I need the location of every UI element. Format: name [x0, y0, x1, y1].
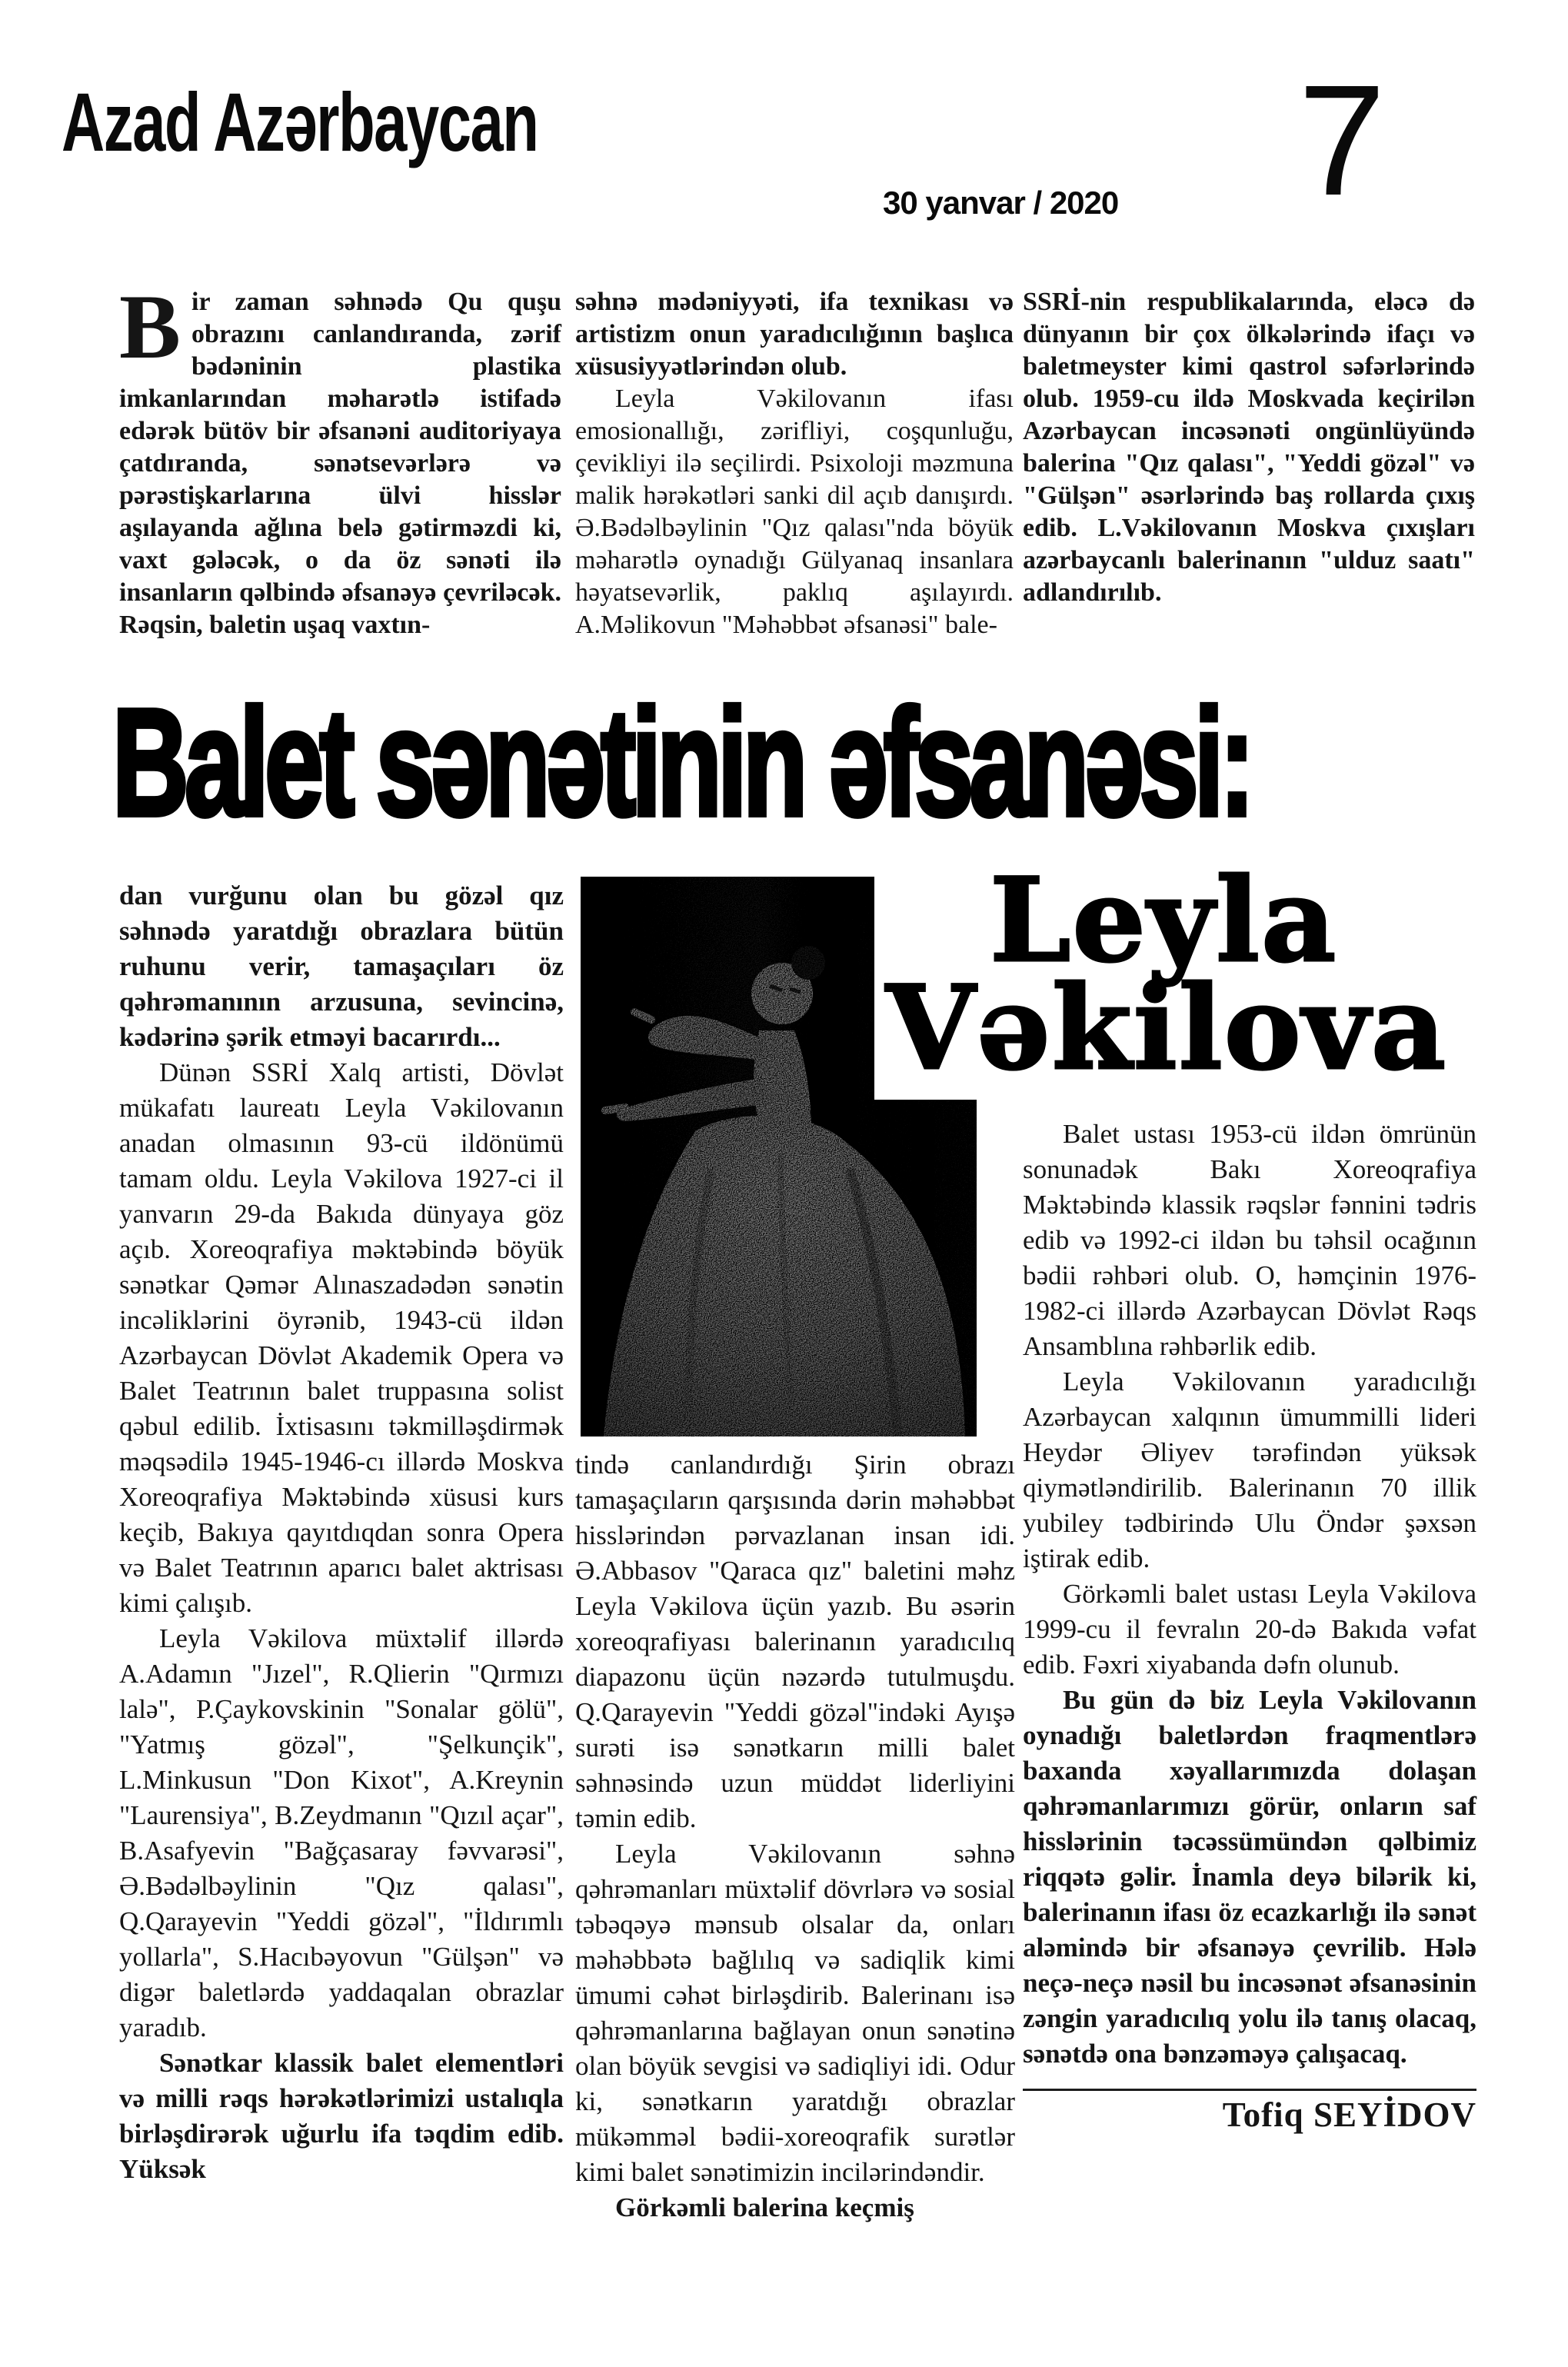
intro-column-2 [575, 286, 1014, 641]
author-signature: Tofiq SEYİDOV [1222, 2096, 1476, 2134]
left-bold-lead: dan vurğunu olan bu gözəl qız səhnədə yaratdığı obrazlara bütün ruhunu verir, tamaşaçıları öz qəhrəmanının arzusuna, sevincinə, kədərinə şərik etməyi bacarırdı... [119, 881, 564, 1052]
right-bold-para: Bu gün də biz Leyla Vəkilovanın oynadığı baletlərdən fraqmentlərə baxanda xəyallarımızda dolaşan qəhrəmanlarımızı görür, onların saf hisslərinin təcəssümündən qəlbimiz riqqətə gəlir. İnamla deyə bilərik ki, balerinanın ifası öz ecazkarlığı ilə sənət aləmində bir əfsanəyə çevrilib. Hələ neçə-neçə nəsil bu incəsənət əfsanəsinin zəngin yaradıcılıq yolu ilə tanış olacaq, sənətdə ona bənzəməyə çalışacaq. [1023, 1685, 1476, 2069]
middle-bold-tail: Görkəmli balerina keçmiş [615, 2192, 914, 2222]
left-bold-tail: Sənətkar klassik balet elementləri və milli rəqs hərəkətlərimizi ustalıqla birləşdirərək uğurlu ifa təqdim edib. Yüksək [119, 2048, 564, 2184]
subject-title-line2: Vəkilova [886, 960, 1448, 1096]
right-para-1: Balet ustası 1953-cü ildən ömrünün sonunadək Bakı Xoreoqrafiya Məktəbində klassik rəqslər fənnini tədris edib və 1992-ci ildən bu təhsil ocağının bədii rəhbəri olub. O, həmçinin 1976-1982-ci illərdə Azərbaycan Dövlət Rəqs Ansamblına rəhbərlik edib. [1023, 1119, 1476, 1361]
middle-column [575, 1447, 1015, 2226]
intro-col3-text: SSRİ-nin respublikalarında, eləcə də dünyanın bir çox ölkələrində ifaçı və baletmeyster kimi qastrol səfərlərində olub. 1959-cu ildə Moskvada keçirilən Azərbaycan incəsənəti ongünlüyündə balerina "Qız qalası", "Yeddi gözəl" və "Gülşən" əsərlərində baş rollarda çıxış edib. L.Vəkilovanın Moskva çıxışları azərbaycanlı balerinanın "ulduz saatı" adlandırılıb. [1023, 288, 1475, 607]
left-para-1: Dünən SSRİ Xalq artisti, Dövlət mükafatı laureatı Leyla Vəkilovanın anadan olmasının 93-cü ildönümü tamam oldu. Leyla Vəkilova 1927-ci il yanvarın 29-da Bakıda dünyaya göz açıb. Xoreoqrafiya məktəbində böyük sənətkar Qəmər Alınaszadədən sənətin incəliklərini öyrənib, 1943-cü ildən Azərbaycan Dövlət Akademik Opera və Balet Teatrının balet truppasına solist qəbul edilib. İxtisasını təkmilləşdirmək məqsədilə 1945-1946-cı illərdə Moskva Xoreoqrafiya Məktəbində xüsusi kurs keçib, Bakıya qayıtdıqdan sonra Opera və Balet Teatrının aparıcı balet aktrisası kimi çalışıb. [119, 1057, 564, 1618]
edition-date: 30 yanvar / 2020 [883, 185, 1119, 221]
subject-title-line1: Leyla [990, 853, 1338, 988]
signature-divider [1023, 2089, 1476, 2091]
middle-para-1: tində canlandırdığı Şirin obrazı tamaşaçıların qarşısında dərin məhəbbət hisslərindən pərvazlanan insan idi. Ə.Abbasov "Qaraca qız" baletini məhz Leyla Vəkilova üçün yazıb. Bu əsərin xoreoqrafiyası balerinanın yaradıcılıq diapazonu üçün nəzərdə tutulmuşdu. Q.Qarayevin "Yeddi gözəl"indəki Ayışə surəti isə sənətkarın milli balet səhnəsində uzun müddət liderliyini təmin edib. [575, 1450, 1015, 1833]
left-column [119, 878, 564, 2187]
right-column [1023, 1117, 1476, 2132]
intro-column-1 [119, 275, 561, 641]
left-para-2: Leyla Vəkilova müxtəlif illərdə A.Adamın "Jızel", R.Qlierin "Qırmızı lalə", P.Çaykovskinin "Sonalar gölü", "Yatmış gözəl", "Şelkunçik", L.Minkusun "Don Kixot", A.Kreynin "Laurensiya", B.Zeydmanın "Qızıl açar", B.Asafyevin "Bağçasaray fəvvarəsi", Ə.Bədəlbəylinin "Qız qalası", Q.Qarayevin "Yeddi gözəl", "İldırımlı yollarla", S.Hacıbəyovun "Gülşən" və digər baletlərdə yaddaqalan obrazlar yaradıb. [119, 1623, 564, 2042]
drop-cap: B [119, 275, 181, 378]
page-number: 7 [1298, 52, 1387, 228]
middle-para-2: Leyla Vəkilovanın səhnə qəhrəmanları müxtəlif dövrlərə və sosial təbəqəyə mənsub olsalar da, onları məhəbbətə bağlılıq və sadiqlik kimi ümumi cəhət birləşdirib. Balerinanı isə qəhrəmanlarına bağlayan onun sənətinə olan böyük sevgisi və sadiqliyi idi. Odur ki, sənətkarın yaratdığı obrazlar mükəmməl bədii-xoreoqrafik surətlər kimi balet sənətimizin incilərindəndir. [575, 1839, 1015, 2187]
intro-col2-text: Leyla Vəkilovanın ifası emosionallığı, zərifliyi, coşqunluğu, çevikliyi ilə seçilirdi. Psixoloji məzmuna malik hərəkətləri sanki dil açıb danışırdı. Ə.Bədəlbəylinin "Qız qalası"nda böyük məharətlə oynadığı Gülyanaq insanlara həyatsevərlik, paklıq aşılayırdı. A.Məlikovun "Məhəbbət əfsanəsi" bale- [575, 385, 1014, 639]
newspaper-title: Azad Azərbaycan [62, 75, 538, 168]
right-para-3: Görkəmli balet ustası Leyla Vəkilova 1999-cu il fevralın 20-də Bakıda vəfat edib. Fəxri xiyabanda dəfn olunub. [1023, 1579, 1476, 1680]
intro-column-3 [1023, 286, 1475, 609]
intro-col1-text: ir zaman səhnədə Qu quşu obrazını canlandıranda, zərif bədəninin plastika imkanlarından məharətlə istifadə edərək bütöv bir əfsanəni auditoriyaya çatdıranda, sənətsevərlərə və pərəstişkarlarına ülvi hisslər aşılayanda ağlına belə gətirməzdi ki, vaxt gələcək, o da öz sənəti ilə insanların qəlbində əfsanəyə çevriləcək. Rəqsin, baletin uşaq vaxtın- [119, 288, 561, 639]
intro-col2-bold: səhnə mədəniyyəti, ifa texnikası və artistizm onun yaradıcılığının başlıca xüsusiyyətlərindən olub. [575, 288, 1014, 381]
article-headline: Balet sənətinin əfsanəsi: [112, 677, 1251, 847]
right-para-2: Leyla Vəkilovanın yaradıcılığı Azərbaycan xalqının ümummilli lideri Heydər Əliyev tərəfindən yüksək qiymətləndirilib. Balerinanın 70 illik yubiley tədbirində Ulu Öndər şəxsən iştirak edib. [1023, 1367, 1476, 1573]
